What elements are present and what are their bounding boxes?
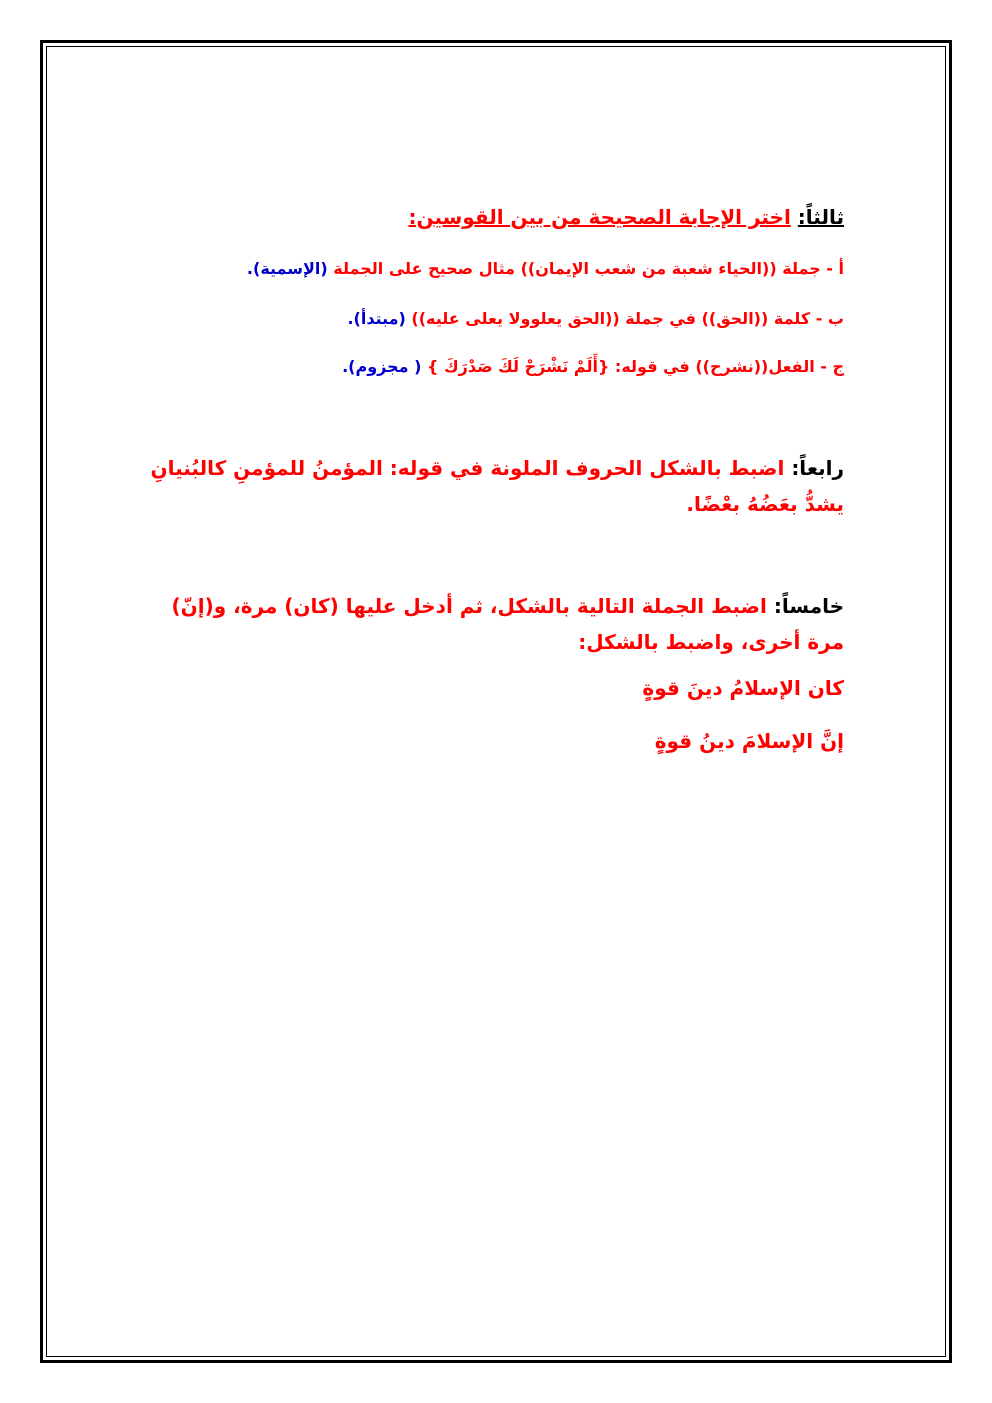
section5-kana-sentence: كان الإسلامُ دينَ قوةٍ (642, 676, 844, 700)
section5-label: خامساً: (773, 594, 844, 618)
section5-text: اضبط الجملة التالية بالشكل، ثم أدخل عليها (كان) مرة، و(إنّ) مرة أخرى، واضبط بالشكل: (171, 594, 844, 654)
item-a-answer: (الإسمية). (246, 259, 328, 278)
section5-paragraph (140, 588, 844, 660)
page-border-inner (46, 46, 946, 1357)
section3-item-c (342, 357, 844, 376)
section4-text: اضبط بالشكل الحروف الملونة في قوله: المؤمنُ للمؤمنِ كالبُنيانِ يشدُّ بعَضُهُ بعْضًا. (150, 456, 844, 516)
section3-label: ثالثاً: (797, 205, 844, 229)
section4-paragraph (140, 450, 844, 522)
section3-heading (408, 205, 844, 229)
item-b-text: ب - كلمة ((الحق)) في جملة ((الحق يعلوولا يعلى عليه)) (405, 309, 844, 328)
item-c-text: ج - الفعل((نشرح)) في قوله: {أَلَمْ نَشْرَحْ لَكَ صَدْرَكَ } (421, 357, 844, 376)
section3-instruction: اختر الإجابة الصحيحة من بين القوسين: (408, 205, 791, 229)
section4-label: رابعاً: (791, 456, 844, 480)
section5-inna-sentence: إنَّ الإسلامَ دينُ قوةٍ (654, 729, 844, 753)
item-a-text: أ - جملة ((الحياء شعبة من شعب الإيمان)) مثال صحيح على الجملة (327, 259, 844, 278)
item-b-answer: (مبتدأ). (347, 309, 406, 328)
item-c-answer: ( مجزوم). (342, 357, 422, 376)
section3-item-b (347, 309, 844, 328)
section3-item-a (247, 259, 844, 278)
